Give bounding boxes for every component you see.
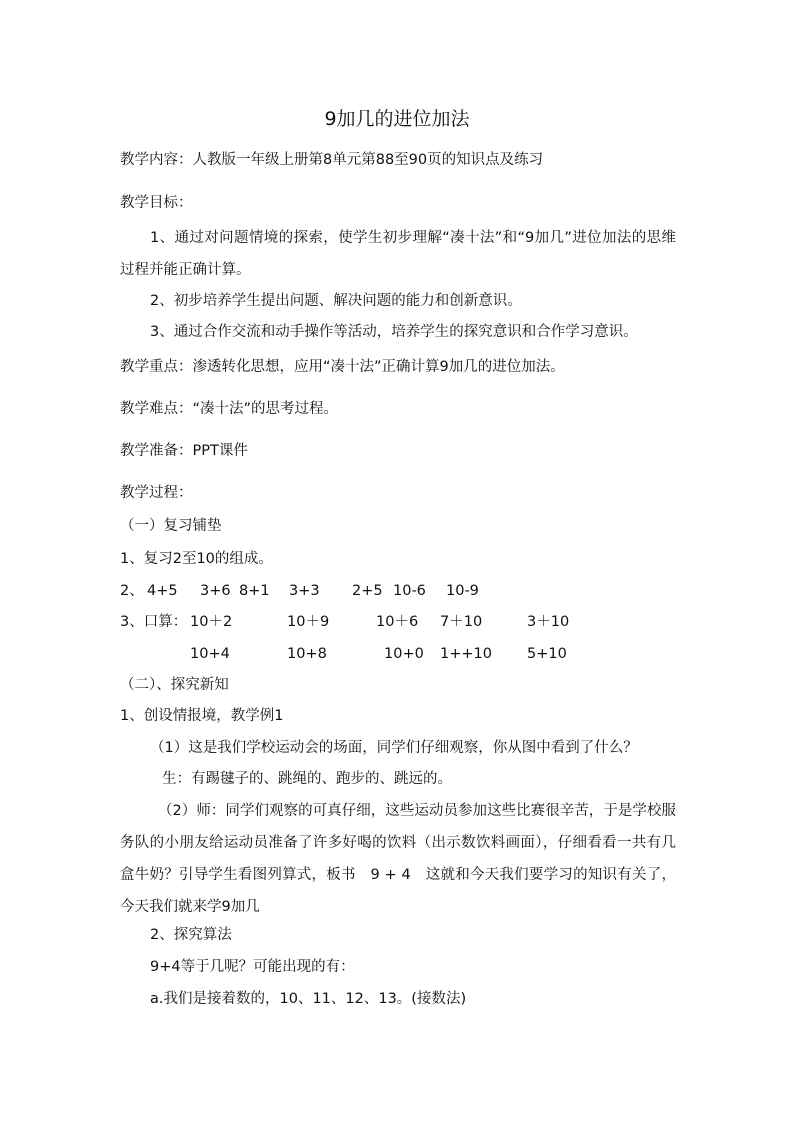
review-expression: 3+3 <box>289 583 320 599</box>
review-item-1: 1、复习2至10的组成。 <box>120 551 273 567</box>
review-expression: 3+6 <box>200 583 231 599</box>
oral-expression: 3＋10 <box>527 614 570 630</box>
answer-1: 生：有踢毽子的、跳绳的、跑步的、跳远的。 <box>162 771 452 787</box>
objective-1: 1、通过对问题情境的探索，使学生初步理解“凑十法”和“9加几”进位加法的思维过程并能正确计算。 <box>120 230 676 278</box>
document-title: 9加几的进位加法 <box>324 108 470 130</box>
oral-expression: 10＋9 <box>287 614 330 630</box>
review-expression: 10-9 <box>446 583 479 599</box>
question-2: （2）师：同学们观察的可真仔细，这些运动员参加这些比赛很辛苦，于是学校服务队的小朋友给运动员准备了许多好喝的饮料（出示数饮料画面），仔细看看一共有几盒牛奶？引导学生看图列算式，板书 9 + 4 这就和今天我们要学习的知识有关了，今天我们就来学9加几 <box>120 803 676 915</box>
oral-expression: 10+8 <box>287 646 327 662</box>
oral-expression: 7＋10 <box>440 614 483 630</box>
difficulty: 教学难点：“凑十法”的思考过程。 <box>120 401 339 417</box>
review-expression: 2+5 <box>352 583 383 599</box>
review-expression: 8+1 <box>239 583 270 599</box>
oral-expression: 10＋6 <box>376 614 419 630</box>
review-expression: 4+5 <box>147 583 178 599</box>
oral-calc-label: 3、口算： <box>120 614 188 630</box>
step-1: 1、创设情报境，教学例1 <box>120 708 284 724</box>
method-a: a.我们是接着数的，10、11、12、13。(接数法) <box>150 991 467 1007</box>
objectives-heading: 教学目标： <box>120 195 193 211</box>
oral-expression: 10＋2 <box>190 614 233 630</box>
process-heading: 教学过程： <box>120 485 193 501</box>
objective-3: 3、通过合作交流和动手操作等活动，培养学生的探究意识和合作学习意识。 <box>150 324 638 340</box>
review-expression: 10-6 <box>393 583 426 599</box>
oral-expression: 10+0 <box>384 646 424 662</box>
teaching-content: 教学内容：人教版一年级上册第8单元第88至90页的知识点及练习 <box>120 152 544 168</box>
section-2-heading: （二）、探究新知 <box>120 677 229 693</box>
review-item-2-label: 2、 <box>120 583 144 599</box>
section-1-heading: （一）复习铺垫 <box>120 518 222 534</box>
step-2: 2、探究算法 <box>150 927 232 943</box>
preparation: 教学准备：PPT课件 <box>120 443 248 459</box>
key-point: 教学重点：渗透转化思想，应用“凑十法”正确计算9加几的进位加法。 <box>120 359 565 375</box>
oral-expression: 5+10 <box>527 646 567 662</box>
oral-expression: 1++10 <box>440 646 492 662</box>
oral-expression: 10+4 <box>190 646 230 662</box>
step-2-question: 9+4等于几呢？可能出现的有： <box>150 959 355 975</box>
objective-2: 2、初步培养学生提出问题、解决问题的能力和创新意识。 <box>150 293 522 309</box>
question-1: （1）这是我们学校运动会的场面，同学们仔细观察，你从图中看到了什么？ <box>150 740 638 756</box>
